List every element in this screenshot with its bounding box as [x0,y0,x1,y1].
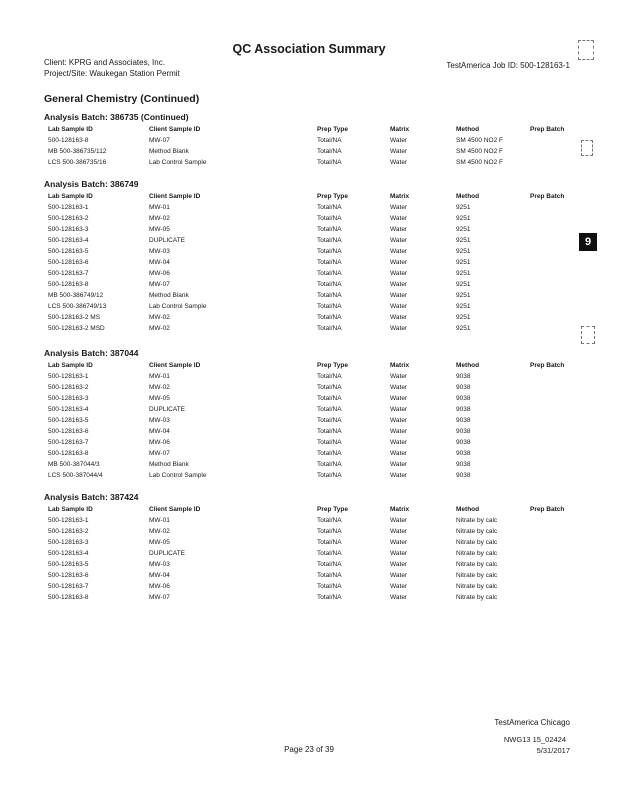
table-cell: DUPLICATE [149,550,185,557]
table-cell: 500-128163-6 [48,428,89,435]
table-cell: 500-128163-2 [48,384,89,391]
table-cell: Water [390,561,408,568]
table-cell: Water [390,572,408,579]
table-cell: Total/NA [317,450,342,457]
table-row [44,268,574,279]
table-cell: Total/NA [317,583,342,590]
table-cell: 500-128163-5 [48,248,89,255]
column-header: Lab Sample ID [48,362,93,369]
table-cell: 9251 [456,303,471,310]
column-header: Client Sample ID [149,126,201,133]
column-header: Prep Batch [530,362,565,369]
table-cell: Water [390,303,408,310]
table-cell: Total/NA [317,248,342,255]
batch-title: Analysis Batch: 387044 [44,348,139,358]
table-cell: 500-128163-1 [48,204,89,211]
table-cell: Water [390,428,408,435]
column-header: Matrix [390,193,410,200]
table-cell: 500-128163-1 [48,517,89,524]
table-cell: 500-128163-7 [48,270,89,277]
table-cell: MB 500-387044/3 [48,461,100,468]
column-header: Matrix [390,126,410,133]
table-row [44,515,574,526]
table-cell: 9251 [456,314,471,321]
table-cell: Water [390,450,408,457]
table-cell: Total/NA [317,517,342,524]
table-cell: MW-07 [149,281,170,288]
table-cell: Water [390,325,408,332]
table-cell: Total/NA [317,417,342,424]
table-cell: 500-128163-5 [48,561,89,568]
project-line: Project/Site: Waukegan Station Permit [44,69,180,78]
table-cell: 9251 [456,226,471,233]
column-header: Lab Sample ID [48,126,93,133]
table-cell: 9038 [456,472,471,479]
table-cell: 9251 [456,204,471,211]
table-row [44,312,574,323]
table-cell: MB 500-386749/12 [48,292,104,299]
table-cell: Water [390,270,408,277]
job-id: TestAmerica Job ID: 500-128163-1 [446,61,570,70]
table-cell: SM 4500 NO2 F [456,137,503,144]
table-cell: Water [390,550,408,557]
table-row [44,404,574,415]
table-cell: 500-128163-2 [48,528,89,535]
table-cell: Total/NA [317,395,342,402]
table-cell: Lab Control Sample [149,303,207,310]
table-cell: 9038 [456,439,471,446]
table-cell: DUPLICATE [149,237,185,244]
table-cell: Total/NA [317,314,342,321]
table-cell: Water [390,226,408,233]
table-row [44,235,574,246]
edge-tab-box [581,326,595,344]
table-row [44,382,574,393]
table-row [44,426,574,437]
column-header: Client Sample ID [149,362,201,369]
table-cell: Water [390,395,408,402]
column-header: Prep Type [317,193,348,200]
table-cell: 500-128163-6 [48,572,89,579]
table-cell: Nitrate by calc [456,594,498,601]
table-cell: Water [390,248,408,255]
table-cell: MW-03 [149,248,170,255]
table-cell: Total/NA [317,226,342,233]
batch-386749 [44,178,574,334]
table-cell: MW-07 [149,137,170,144]
table-row [44,290,574,301]
table-cell: Lab Control Sample [149,159,207,166]
table-cell: 9038 [456,450,471,457]
table-row [44,246,574,257]
table-cell: 9038 [456,373,471,380]
table-cell: Nitrate by calc [456,572,498,579]
table-cell: Total/NA [317,303,342,310]
table-cell: Total/NA [317,281,342,288]
column-header: Prep Batch [530,126,565,133]
table-row [44,224,574,235]
table-cell: Total/NA [317,550,342,557]
table-cell: Water [390,314,408,321]
table-row [44,213,574,224]
table-cell: 500-128163-6 [48,259,89,266]
table-cell: DUPLICATE [149,406,185,413]
table-cell: 500-128163-8 [48,137,89,144]
table-cell: MW-02 [149,215,170,222]
table-cell: Water [390,215,408,222]
section-title: General Chemistry (Continued) [44,93,200,105]
column-header: Lab Sample ID [48,506,93,513]
table-cell: 9251 [456,215,471,222]
table-row [44,537,574,548]
table-cell: Water [390,406,408,413]
table-cell: Water [390,583,408,590]
column-header: Prep Type [317,506,348,513]
table-row [44,581,574,592]
table-row [44,470,574,481]
page-title: QC Association Summary [232,42,386,56]
table-row [44,202,574,213]
table-cell: Water [390,528,408,535]
table-row [44,459,574,470]
table-cell: Water [390,517,408,524]
column-header: Prep Batch [530,193,565,200]
table-cell: Nitrate by calc [456,517,498,524]
table-cell: Water [390,159,408,166]
table-cell: SM 4500 NO2 F [456,159,503,166]
table-cell: Total/NA [317,292,342,299]
table-row [44,559,574,570]
table-row [44,526,574,537]
column-header: Method [456,362,480,369]
table-cell: Method Blank [149,148,189,155]
table-cell: LCS 500-386749/13 [48,303,107,310]
table-cell: 9251 [456,237,471,244]
table-cell: 500-128163-7 [48,439,89,446]
document-id: NWG13 15_02424 [503,735,566,744]
table-cell: Total/NA [317,204,342,211]
table-cell: Method Blank [149,292,189,299]
table-cell: Total/NA [317,528,342,535]
table-cell: MW-07 [149,594,170,601]
batch-386735 [44,111,574,168]
table-cell: Method Blank [149,461,189,468]
table-cell: Water [390,384,408,391]
table-cell: 9251 [456,292,471,299]
table-cell: Water [390,281,408,288]
table-cell: MW-06 [149,270,170,277]
table-cell: MW-02 [149,384,170,391]
table-cell: MW-06 [149,439,170,446]
table-cell: MW-04 [149,428,170,435]
table-cell: Water [390,373,408,380]
table-cell: Total/NA [317,572,342,579]
table-cell: Water [390,148,408,155]
table-cell: Total/NA [317,237,342,244]
table-cell: MW-01 [149,373,170,380]
table-row [44,157,574,168]
table-cell: 500-128163-3 [48,539,89,546]
edge-tab-box [581,140,593,156]
table-cell: MW-01 [149,204,170,211]
table-cell: MW-04 [149,572,170,579]
table-cell: 9251 [456,325,471,332]
column-header: Matrix [390,362,410,369]
table-row [44,448,574,459]
batch-387424 [44,491,574,603]
table-row [44,415,574,426]
page-number: Page 23 of 39 [284,745,334,754]
table-row [44,135,574,146]
table-cell: 9251 [456,259,471,266]
table-cell: Water [390,137,408,144]
table-cell: Total/NA [317,137,342,144]
table-cell: Nitrate by calc [456,528,498,535]
table-row [44,323,574,334]
table-row [44,279,574,290]
column-header: Method [456,193,480,200]
table-header-row [44,124,574,135]
table-cell: MW-05 [149,226,170,233]
table-cell: 9251 [456,270,471,277]
table-cell: 500-128163-7 [48,583,89,590]
table-cell: MB 500-386735/112 [48,148,107,155]
table-cell: 500-128163-8 [48,594,89,601]
table-cell: 500-128163-4 [48,550,89,557]
table-cell: MW-05 [149,539,170,546]
table-cell: 9038 [456,461,471,468]
column-header: Client Sample ID [149,506,201,513]
table-cell: Total/NA [317,428,342,435]
table-cell: 9038 [456,384,471,391]
table-cell: Nitrate by calc [456,583,498,590]
table-row [44,548,574,559]
table-cell: 9038 [456,417,471,424]
column-header: Method [456,506,480,513]
table-cell: LCS 500-387044/4 [48,472,103,479]
table-cell: Total/NA [317,159,342,166]
table-cell: Water [390,461,408,468]
table-row [44,371,574,382]
table-cell: 500-128163-4 [48,237,89,244]
batch-title: Analysis Batch: 387424 [44,492,139,502]
table-cell: MW-07 [149,450,170,457]
table-cell: MW-03 [149,417,170,424]
table-cell: Water [390,237,408,244]
batch-387044 [44,347,574,481]
table-cell: MW-06 [149,583,170,590]
report-date: 5/31/2017 [536,746,570,755]
table-cell: Total/NA [317,472,342,479]
table-cell: 9038 [456,428,471,435]
table-cell: Water [390,539,408,546]
table-row [44,592,574,603]
table-cell: Total/NA [317,461,342,468]
table-row [44,146,574,157]
table-cell: 500-128163-5 [48,417,89,424]
table-cell: Total/NA [317,373,342,380]
table-cell: Lab Control Sample [149,472,207,479]
table-cell: Water [390,417,408,424]
column-header: Client Sample ID [149,193,201,200]
table-cell: 500-128163-8 [48,450,89,457]
table-cell: Total/NA [317,439,342,446]
table-cell: Total/NA [317,561,342,568]
table-cell: Total/NA [317,270,342,277]
table-header-row [44,504,574,515]
table-cell: 9251 [456,281,471,288]
table-header-row [44,191,574,202]
table-cell: MW-02 [149,528,170,535]
table-cell: 9038 [456,406,471,413]
column-header: Prep Type [317,362,348,369]
table-header-row [44,360,574,371]
batch-title: Analysis Batch: 386735 (Continued) [44,112,189,122]
table-cell: 500-128163-4 [48,406,89,413]
table-cell: MW-05 [149,395,170,402]
table-row [44,301,574,312]
table-cell: Water [390,472,408,479]
table-cell: Total/NA [317,406,342,413]
table-cell: 500-128163-1 [48,373,89,380]
table-cell: Nitrate by calc [456,561,498,568]
column-header: Matrix [390,506,410,513]
column-header: Prep Type [317,126,348,133]
table-row [44,570,574,581]
table-cell: Total/NA [317,539,342,546]
batch-title: Analysis Batch: 386749 [44,179,139,189]
table-cell: Total/NA [317,215,342,222]
table-row [44,257,574,268]
table-cell: 500-128163-3 [48,395,89,402]
table-cell: Total/NA [317,148,342,155]
table-cell: SM 4500 NO2 F [456,148,503,155]
edge-tab-box [578,40,594,60]
table-cell: MW-01 [149,517,170,524]
table-cell: Total/NA [317,384,342,391]
table-row [44,437,574,448]
table-cell: LCS 500-386735/16 [48,159,107,166]
table-cell: 500-128163-2 MSD [48,325,105,332]
table-cell: MW-04 [149,259,170,266]
column-header: Method [456,126,480,133]
table-cell: Nitrate by calc [456,539,498,546]
table-cell: 9251 [456,248,471,255]
table-cell: MW-02 [149,325,170,332]
table-cell: 500-128163-2 MS [48,314,101,321]
table-cell: MW-02 [149,314,170,321]
table-cell: Water [390,259,408,266]
table-cell: MW-03 [149,561,170,568]
table-cell: 500-128163-3 [48,226,89,233]
table-row [44,393,574,404]
client-line: Client: KPRG and Associates, Inc. [44,58,165,67]
column-header: Prep Batch [530,506,565,513]
table-cell: Total/NA [317,259,342,266]
table-cell: Water [390,292,408,299]
table-cell: 500-128163-8 [48,281,89,288]
table-cell: 500-128163-2 [48,215,89,222]
section-tab-marker: 9 [579,233,597,251]
table-cell: Nitrate by calc [456,550,498,557]
table-cell: Water [390,439,408,446]
table-cell: 9038 [456,395,471,402]
table-cell: Water [390,594,408,601]
table-cell: Water [390,204,408,211]
column-header: Lab Sample ID [48,193,93,200]
table-cell: Total/NA [317,594,342,601]
lab-name: TestAmerica Chicago [494,718,570,727]
table-cell: Total/NA [317,325,342,332]
